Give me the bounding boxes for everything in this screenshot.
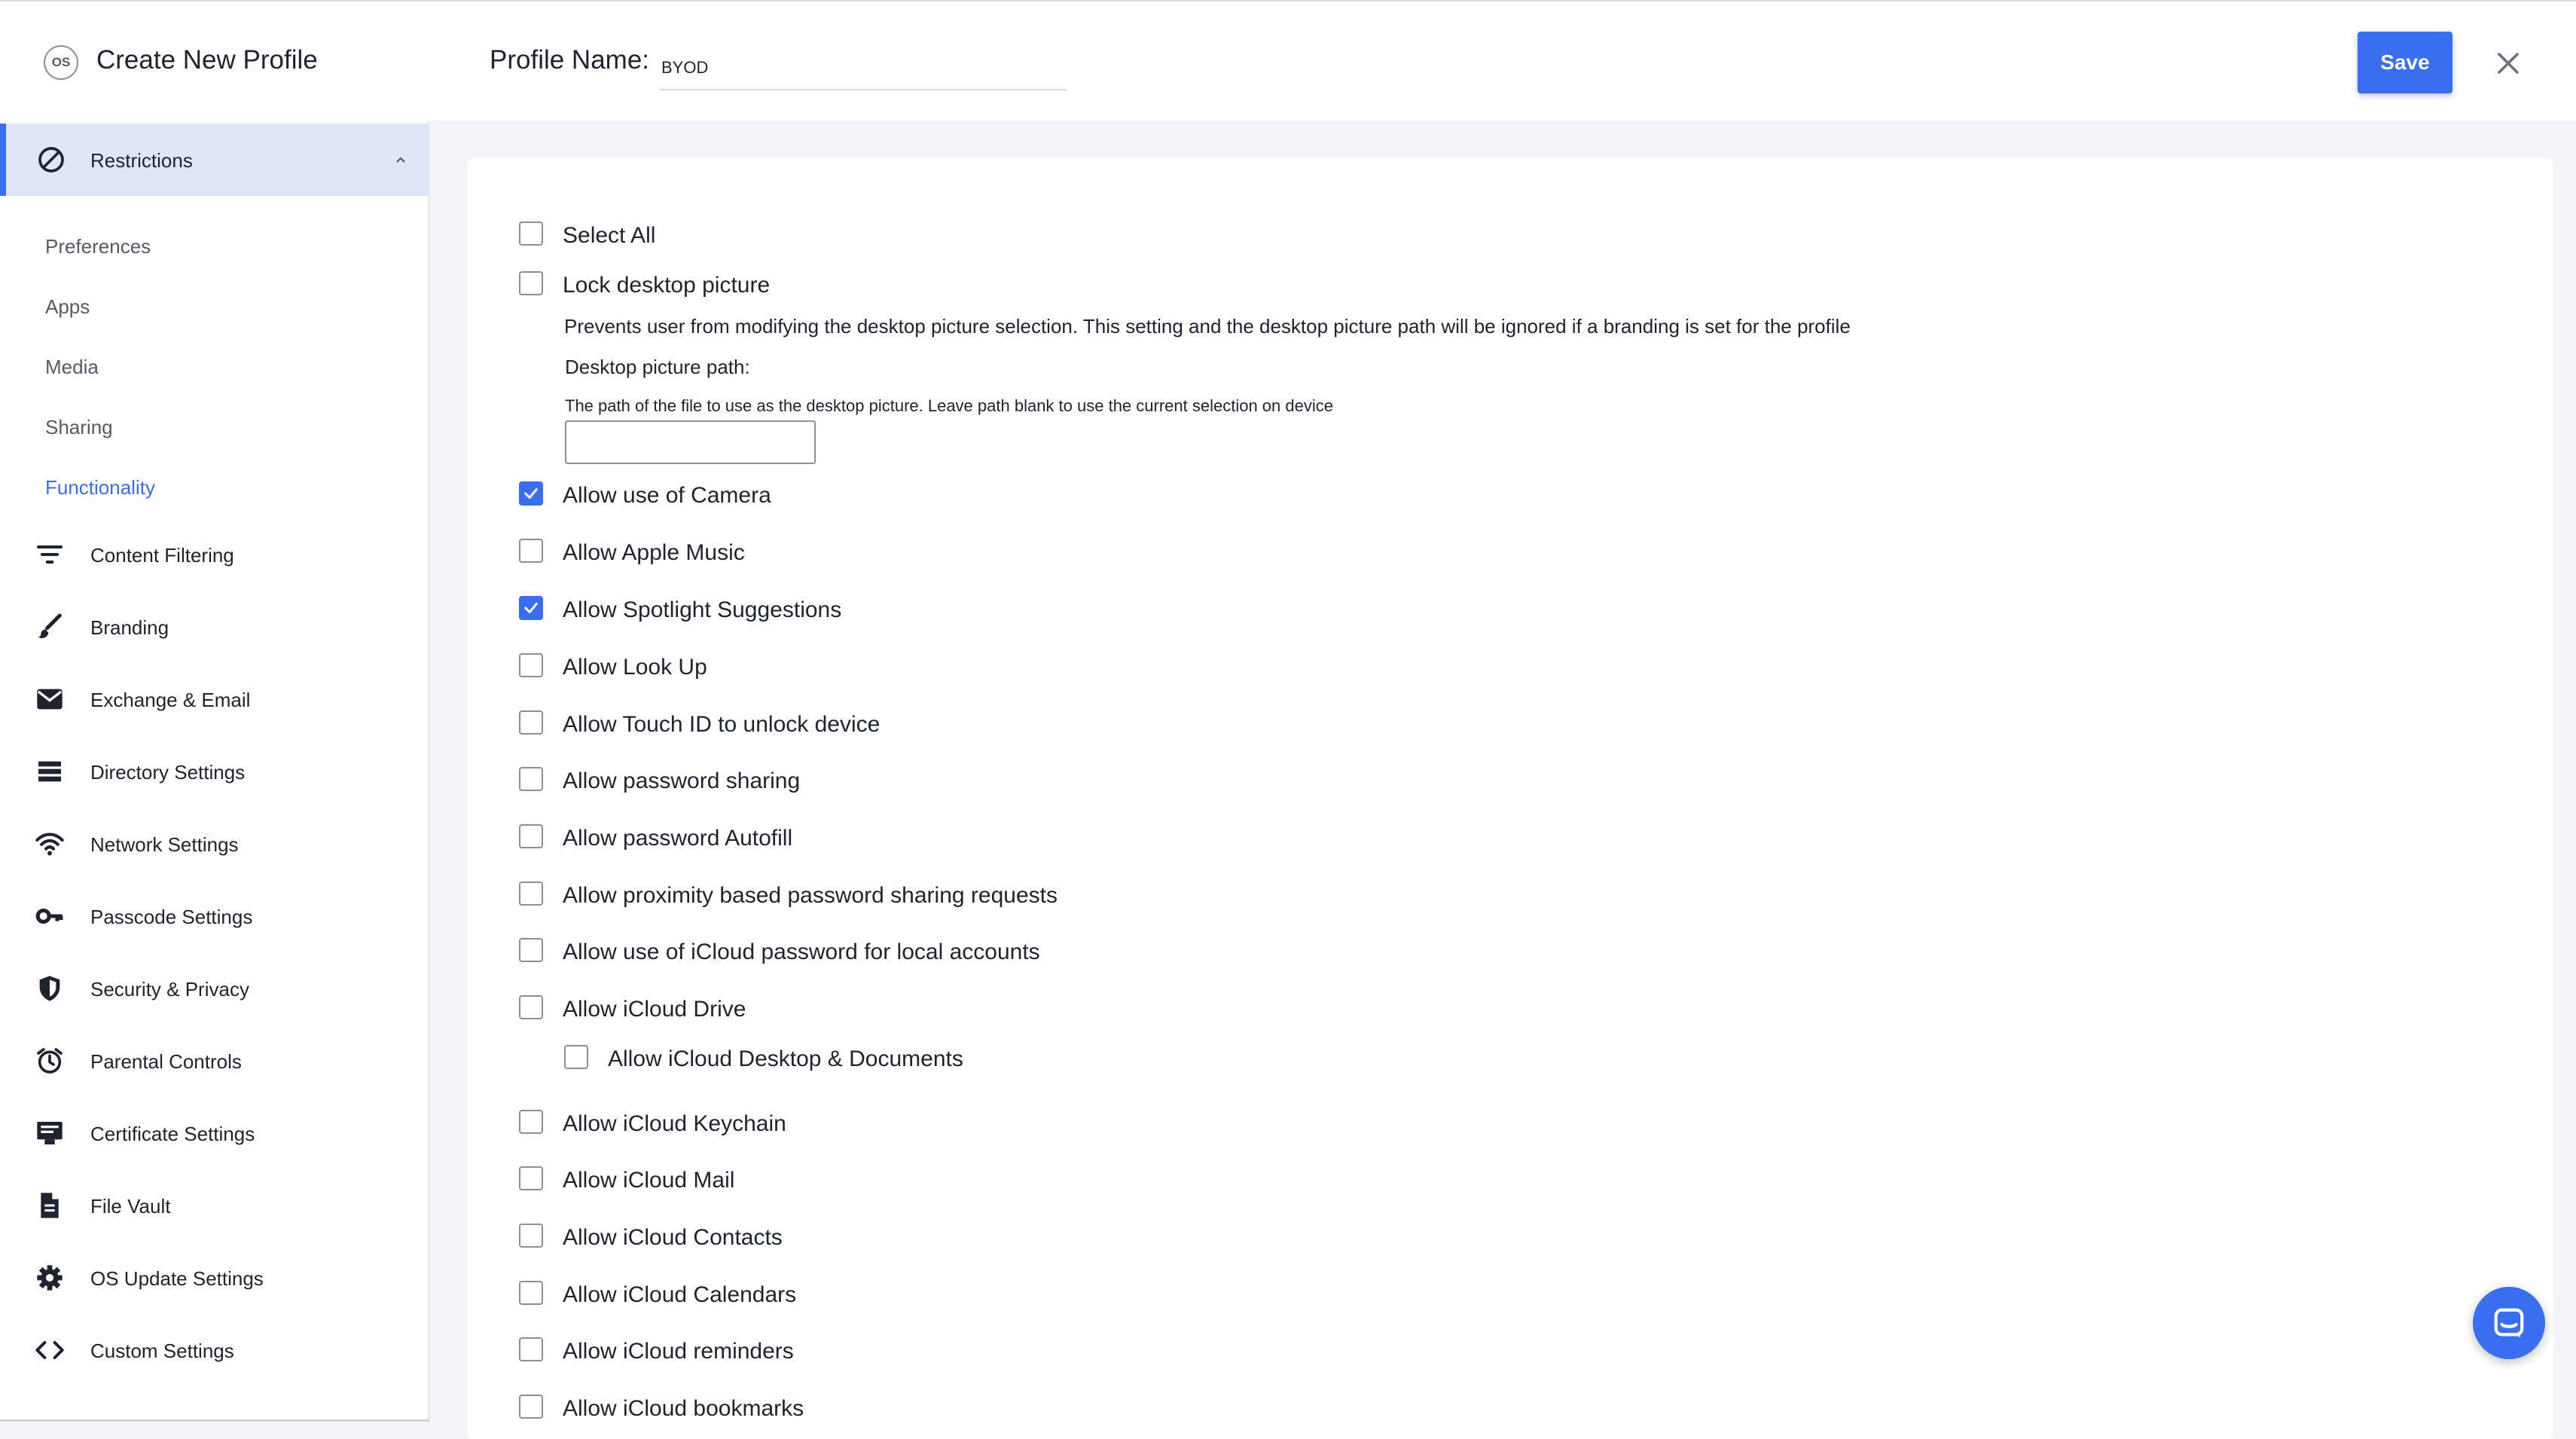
sidebar-item-label: Passcode Settings — [90, 906, 253, 928]
option-label: Allow proximity based password sharing requests — [563, 883, 1058, 908]
alarm-clock-icon — [35, 1046, 65, 1076]
option-checkbox[interactable] — [519, 767, 543, 791]
sidebar-item-directory-settings[interactable] — [0, 749, 429, 794]
sidebar-subitem-preferences[interactable]: Preferences — [45, 235, 151, 258]
option-checkbox[interactable] — [519, 710, 543, 735]
option-label: Allow use of Camera — [563, 483, 771, 508]
sidebar-section-label: Restrictions — [90, 149, 193, 172]
wifi-icon — [35, 829, 65, 859]
option-label: Allow use of iCloud password for local accounts — [563, 939, 1040, 964]
option-label: Lock desktop picture — [563, 273, 771, 298]
sidebar-subitem-sharing[interactable]: Sharing — [45, 416, 113, 438]
option-label: Allow iCloud Contacts — [563, 1225, 783, 1250]
desktop-picture-path-label: Desktop picture path: — [565, 356, 750, 378]
certificate-icon — [35, 1118, 65, 1148]
option-checkbox[interactable] — [519, 539, 543, 563]
save-button[interactable]: Save — [2358, 32, 2452, 93]
block-icon — [36, 145, 66, 175]
sidebar-item-file-vault[interactable] — [0, 1183, 429, 1228]
option-label: Allow Apple Music — [563, 540, 745, 565]
option-label: Allow iCloud reminders — [563, 1339, 794, 1364]
option-label: Allow iCloud Desktop & Documents — [608, 1046, 963, 1071]
option-checkbox[interactable] — [519, 1337, 543, 1361]
checkmark-icon — [523, 600, 539, 616]
filter-icon — [35, 539, 65, 570]
option-checkbox[interactable] — [519, 938, 543, 962]
chat-widget-button[interactable] — [2473, 1287, 2545, 1359]
sidebar-item-security-privacy[interactable] — [0, 966, 429, 1011]
option-checkbox[interactable] — [519, 481, 543, 506]
sidebar-item-label: Network Settings — [90, 833, 239, 856]
option-label: Allow iCloud Keychain — [563, 1111, 786, 1136]
option-checkbox[interactable] — [519, 1166, 543, 1190]
desktop-picture-path-input[interactable] — [565, 420, 816, 464]
option-label: Allow iCloud bookmarks — [563, 1396, 804, 1421]
profile-name-label: Profile Name: — [490, 45, 650, 75]
option-label: Allow Look Up — [563, 655, 707, 680]
sidebar-item-branding[interactable] — [0, 604, 429, 649]
option-label: Allow iCloud Calendars — [563, 1282, 797, 1307]
sidebar-item-label: Branding — [90, 616, 169, 639]
app-logo: OS — [44, 45, 78, 80]
desktop-picture-path-help: The path of the file to use as the desktop picture. Leave path blank to use the current selection on device — [565, 396, 1333, 415]
sidebar-item-custom-settings[interactable] — [0, 1327, 429, 1373]
option-checkbox[interactable] — [519, 596, 543, 620]
option-label: Allow password Autofill — [563, 826, 793, 851]
checkmark-icon — [523, 485, 539, 502]
lock-desktop-picture-checkbox[interactable] — [519, 271, 543, 295]
sidebar-item-label: Security & Privacy — [90, 978, 249, 1001]
sidebar — [0, 121, 429, 1422]
sidebar-subitem-functionality[interactable]: Functionality — [45, 476, 155, 499]
sidebar-subitem-apps[interactable]: Apps — [45, 295, 90, 318]
sidebar-item-label: Custom Settings — [90, 1340, 234, 1362]
sidebar-item-exchange-email[interactable] — [0, 677, 429, 722]
sidebar-item-passcode-settings[interactable] — [0, 894, 429, 939]
sidebar-item-label: File Vault — [90, 1195, 171, 1217]
key-icon — [35, 901, 65, 931]
sidebar-section-restrictions[interactable] — [0, 124, 429, 196]
gear-icon — [35, 1263, 65, 1293]
option-checkbox[interactable] — [519, 1395, 543, 1419]
select-all-checkbox[interactable] — [519, 222, 543, 246]
option-label: Allow iCloud Drive — [563, 997, 746, 1022]
option-checkbox[interactable] — [519, 1224, 543, 1248]
profile-name-input[interactable] — [660, 47, 1067, 90]
option-label: Allow Touch ID to unlock device — [563, 712, 881, 737]
sidebar-item-label: Certificate Settings — [90, 1123, 255, 1145]
sidebar-item-parental-controls[interactable] — [0, 1038, 429, 1083]
option-checkbox[interactable] — [519, 1281, 543, 1305]
option-checkbox[interactable] — [519, 824, 543, 848]
shield-icon — [35, 973, 65, 1004]
option-checkbox[interactable] — [519, 881, 543, 906]
chevron-up-icon[interactable] — [392, 151, 410, 169]
document-icon — [35, 1190, 65, 1221]
code-icon — [35, 1335, 65, 1365]
lock-desktop-description: Prevents user from modifying the desktop picture selection. This setting and the desktop picture path will be ignored if a branding is set for the profile — [564, 315, 1851, 338]
sidebar-item-label: Exchange & Email — [90, 689, 251, 711]
option-checkbox[interactable] — [564, 1045, 588, 1069]
sidebar-divider — [0, 1419, 429, 1422]
option-checkbox[interactable] — [519, 653, 543, 677]
sidebar-subitem-media[interactable]: Media — [45, 356, 99, 378]
chat-icon — [2492, 1306, 2526, 1340]
mail-icon — [35, 684, 65, 714]
app-header — [0, 0, 2576, 121]
sidebar-item-os-update-settings[interactable] — [0, 1255, 429, 1300]
option-label: Select All — [563, 223, 656, 248]
brush-icon — [35, 612, 65, 642]
sidebar-item-label: Parental Controls — [90, 1050, 242, 1073]
sidebar-item-content-filtering[interactable] — [0, 532, 429, 577]
sidebar-item-certificate-settings[interactable] — [0, 1111, 429, 1156]
page-title: Create New Profile — [96, 45, 318, 75]
sidebar-item-label: Content Filtering — [90, 544, 234, 567]
option-label: Allow Spotlight Suggestions — [563, 597, 842, 622]
list-icon — [35, 756, 65, 787]
option-label: Allow iCloud Mail — [563, 1168, 735, 1193]
close-icon — [2495, 50, 2522, 77]
option-label: Allow password sharing — [563, 768, 801, 793]
close-button[interactable] — [2486, 41, 2531, 86]
sidebar-item-label: Directory Settings — [90, 761, 246, 784]
sidebar-item-network-settings[interactable] — [0, 821, 429, 866]
option-checkbox[interactable] — [519, 1110, 543, 1134]
sidebar-item-label: OS Update Settings — [90, 1267, 264, 1290]
restrictions-card — [467, 158, 2553, 1439]
option-checkbox[interactable] — [519, 995, 543, 1019]
